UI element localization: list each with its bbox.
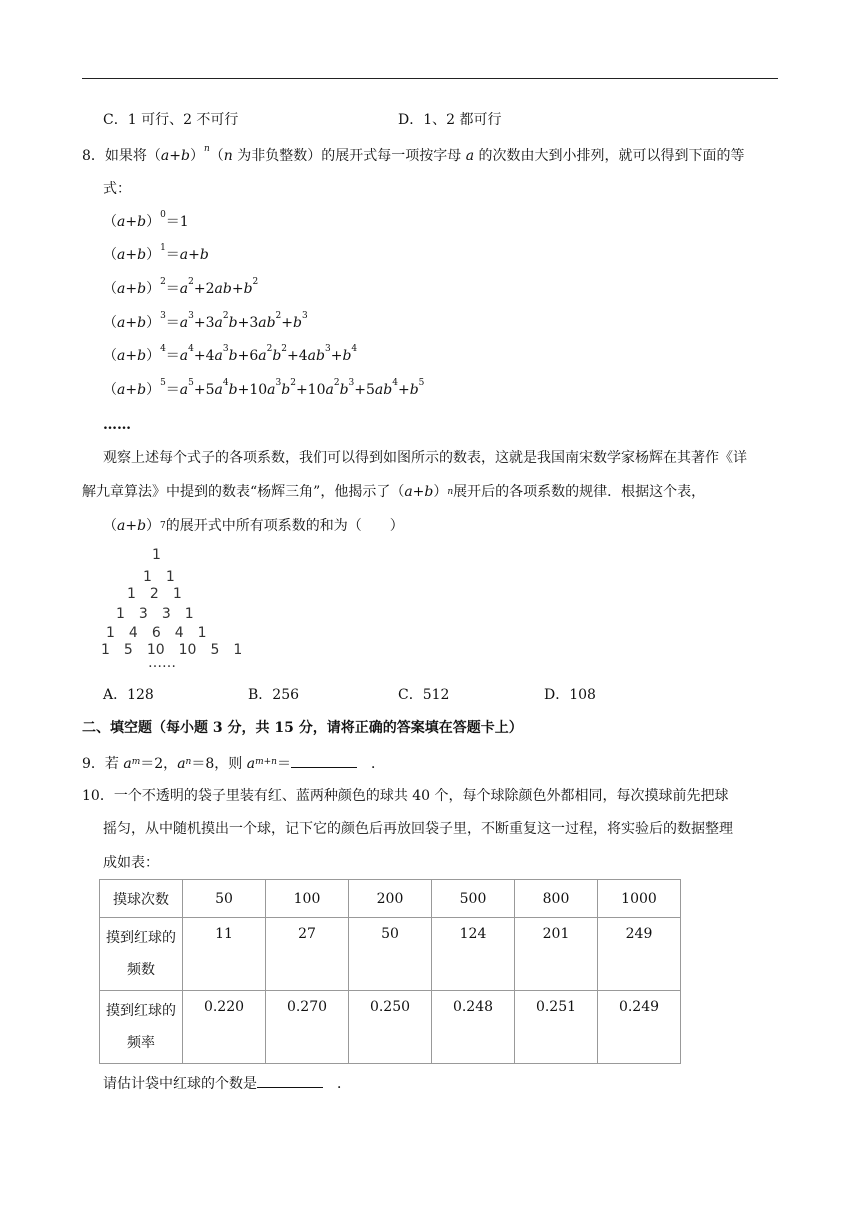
q10-line2: 摇匀，从中随机摸出一个球，记下它的颜色后再放回袋子里，不断重复这一过程，将实验后的数据整理 — [103, 821, 733, 837]
table-row-label: 摸到红球的 频率 — [100, 991, 183, 1064]
equation-1: $(a+b)^1=a+b$ — [103, 243, 209, 263]
table-cell: 摸球次数 — [100, 880, 183, 918]
q8-paragraph-line1: 观察上述每个式子的各项系数，我们可以得到如图所示的数表，这就是我国南宋数学家杨辉在其著作《详 — [103, 450, 747, 466]
equation-5: $(a+b)^5=a^5+5a^4b+10a^3b^2+10a^2b^3+5ab^4+b^5$ — [103, 378, 425, 398]
q8-option-d: D．108 — [544, 687, 596, 703]
frequency-table — [99, 879, 681, 1064]
q8-paragraph-line3: $(a+b)^7$的展开式中所有项系数的和为（ ） — [103, 518, 404, 534]
table-cell: 11 — [183, 918, 266, 991]
table-row — [100, 918, 681, 991]
table-cell: 0.248 — [432, 991, 515, 1064]
q7-option-c: C．1 可行、2 不可行 — [103, 112, 239, 128]
table-cell: 27 — [266, 918, 349, 991]
table-cell: 124 — [432, 918, 515, 991]
answer-blank-q9[interactable] — [291, 753, 357, 768]
q8-option-c: C．512 — [398, 687, 450, 703]
q7-option-d: D．1、2 都可行 — [398, 112, 502, 128]
table-row — [100, 880, 681, 918]
q10-line1: 10．一个不透明的袋子里装有红、蓝两种颜色的球共 40 个，每个球除颜色外都相同，每次摸球前先把球 — [82, 788, 729, 804]
table-cell: 500 — [432, 880, 515, 918]
table-row — [100, 991, 681, 1064]
table-cell: 0.220 — [183, 991, 266, 1064]
header-rule — [82, 78, 778, 79]
table-cell: 249 — [598, 918, 681, 991]
table-cell: 0.251 — [515, 991, 598, 1064]
table-cell: 200 — [349, 880, 432, 918]
answer-blank-q10[interactable] — [257, 1073, 323, 1088]
equation-4: $(a+b)^4=a^4+4a^3b+6a^2b^2+4ab^3+b^4$ — [103, 344, 358, 364]
triangle-row-6: 1 5 10 10 5 1 — [101, 642, 243, 658]
triangle-row-3: 1 2 1 — [127, 586, 182, 602]
table-cell: 1000 — [598, 880, 681, 918]
triangle-row-1: 1 — [152, 547, 161, 563]
triangle-row-5: 1 4 6 4 1 — [106, 625, 207, 641]
triangle-row-4: 1 3 3 1 — [116, 606, 194, 622]
table-cell: 50 — [349, 918, 432, 991]
q9-line: 9．若 $a^m=2$，$a^n=8$，则 $a^{m+n}=$ ． — [82, 753, 385, 773]
table-cell: 0.249 — [598, 991, 681, 1064]
q8-line2: 式： — [103, 181, 131, 197]
q8-option-a: A．128 — [103, 687, 154, 703]
table-row-label: 摸到红球的 频数 — [100, 918, 183, 991]
triangle-row-ellipsis: …… — [148, 655, 176, 671]
q8-option-b: B．256 — [248, 687, 300, 703]
table-cell: 800 — [515, 880, 598, 918]
ellipsis: …… — [103, 417, 131, 433]
table-cell: 0.250 — [349, 991, 432, 1064]
table-cell: 201 — [515, 918, 598, 991]
equation-0: $(a+b)^0=1$ — [103, 210, 189, 230]
q8-line1: 8．如果将$(a+b)^n(n$ 为非负整数）的展开式每一项按字母 a 的次数由大到小排列，就可以得到下面的等 — [82, 144, 745, 164]
q10-question: 请估计袋中红球的个数是 ． — [103, 1073, 351, 1093]
table-cell: 0.270 — [266, 991, 349, 1064]
q10-line3: 成如表： — [103, 855, 159, 871]
triangle-row-2: 1 1 — [143, 569, 175, 585]
equation-3: $(a+b)^3=a^3+3a^2b+3ab^2+b^3$ — [103, 311, 308, 331]
equation-2: $(a+b)^2=a^2+2ab+b^2$ — [103, 277, 259, 297]
table-cell: 50 — [183, 880, 266, 918]
table-cell: 100 — [266, 880, 349, 918]
section-title: 二、填空题（每小题 3 分，共 15 分，请将正确的答案填在答题卡上） — [82, 720, 523, 736]
q8-paragraph-line2: 解九章算法》中提到的数表“杨辉三角”，他揭示了$(a+b)^n$展开后的各项系数的规律．根据这个表， — [82, 484, 706, 500]
